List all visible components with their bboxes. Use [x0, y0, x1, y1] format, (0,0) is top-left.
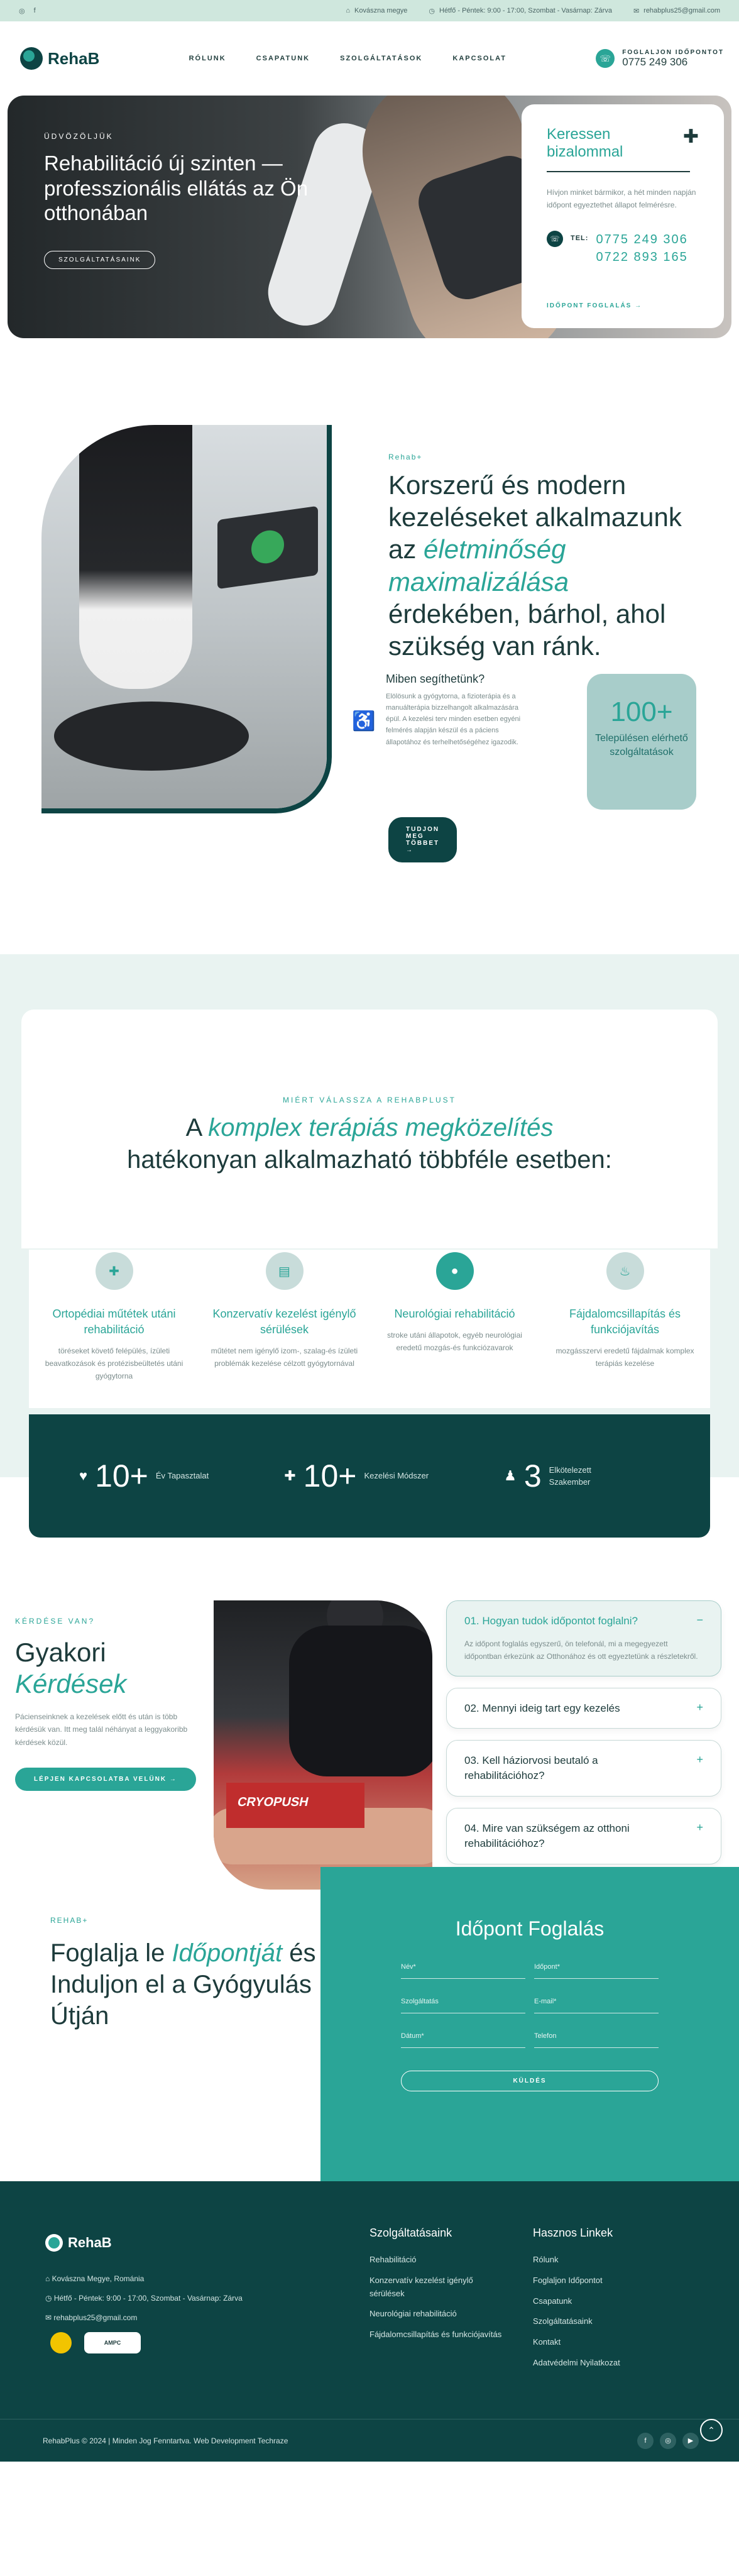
booking-title-em: Időpontját — [172, 1939, 283, 1967]
plus-icon: + — [696, 1820, 703, 1834]
faq-title — [15, 1637, 204, 1700]
card-text: Hívjon minket bármikor, a hét minden napján időpont egyeztethet állapot felmérésre. — [547, 188, 696, 210]
about-title-em: életminőség maximalizálása — [388, 534, 569, 597]
faq-text: Pácienseinknek a kezelések előtt és után is több kérdésük van. Itt meg talál néhányat a leggyakoribb kérdések közül. — [15, 1712, 188, 1747]
phone-icon: ☏ — [547, 231, 563, 247]
faq-question: 01. Hogyan tudok időpontot foglalni? — [464, 1615, 638, 1627]
location-icon: ⌂ — [45, 2274, 50, 2283]
footer-link[interactable]: Konzervatív kezelést igénylő sérülések — [370, 2275, 473, 2298]
doctor-icon: ♟ — [504, 1468, 517, 1483]
person-icon: ● — [436, 1252, 474, 1290]
nav-item-about[interactable]: RÓLUNK — [189, 55, 226, 62]
phone-field[interactable]: Telefon — [534, 2032, 659, 2048]
footer — [0, 2181, 739, 2462]
balance-board-image — [54, 702, 249, 771]
about-title — [388, 469, 696, 662]
feature-item — [370, 1252, 540, 1383]
minus-icon: − — [696, 1614, 703, 1626]
cta-phone[interactable]: 0775 249 306 — [622, 55, 688, 68]
feature-text: töréseket követő felépülés, ízületi beavatkozások és protézisbeültetés utáni gyógytorna — [45, 1346, 183, 1380]
footer-link[interactable]: Rehabilitáció — [370, 2255, 417, 2264]
footer-logo-text: RehaB — [68, 2235, 112, 2250]
send-button[interactable]: KÜLDÉS — [401, 2071, 659, 2091]
footer-services — [370, 2226, 508, 2349]
social-links — [637, 2433, 699, 2449]
phone-1[interactable]: 0775 249 306 — [596, 232, 688, 246]
contact-card — [522, 104, 724, 328]
topbar-location: Kovászna megye — [354, 7, 408, 14]
booking-form — [401, 1963, 659, 2048]
counter-label: Elkötelezett Szakember — [549, 1465, 591, 1487]
about-kicker: Rehab+ — [388, 453, 423, 461]
card-title: Keressen bizalommal — [547, 126, 690, 172]
faq-title-em: Kérdések — [15, 1669, 127, 1699]
counter-label: Év Tapasztalat — [155, 1471, 209, 1481]
booking-kicker: REHAB+ — [50, 1916, 89, 1925]
clock-icon: ◷ — [429, 7, 435, 15]
footer-link[interactable]: Fájdalomcsillapítás és funkciójavítás — [370, 2330, 502, 2340]
why-title — [0, 1112, 739, 1176]
faq-question: 02. Mennyi ideig tart egy kezelés — [464, 1702, 620, 1714]
footer-location — [45, 2269, 243, 2289]
footer-links-title: Hasznos Linkek — [533, 2226, 613, 2239]
logo[interactable] — [20, 47, 99, 70]
screen-image — [217, 506, 318, 589]
faq-question: 04. Mire van szükségem az otthoni rehabilitációhoz? — [464, 1822, 630, 1849]
feature-item — [29, 1252, 199, 1383]
contact-us-label: LÉPJEN KAPCSOLATBA VELÜNK — [34, 1775, 167, 1783]
clock-icon: ◷ — [45, 2294, 52, 2303]
feature-title: Konzervatív kezelést igénylő sérülések — [212, 1307, 356, 1336]
footer-useful-links — [533, 2226, 671, 2377]
footer-email[interactable] — [45, 2308, 243, 2328]
hero-eyebrow: ÜDVÖZÖLJÜK — [44, 132, 114, 141]
footer-link[interactable]: Rólunk — [533, 2255, 559, 2264]
learn-more-label: TUDJON MEG TÖBBET — [406, 826, 440, 847]
footer-link[interactable]: Csapatunk — [533, 2296, 572, 2306]
contact-us-button[interactable]: LÉPJEN KAPCSOLATBA VELÜNK → — [15, 1768, 196, 1791]
faq-item[interactable] — [446, 1688, 721, 1729]
why-title-2: hatékonyan alkalmazható többféle esetben: — [127, 1146, 612, 1174]
counter-number: 3 — [523, 1458, 542, 1494]
about-title-2: érdekében, bárhol, ahol szükség van ránk. — [388, 598, 666, 661]
scroll-top-icon[interactable]: ⌃ — [700, 2419, 723, 2441]
feature-list — [29, 1250, 710, 1408]
service-field[interactable]: Szolgáltatás — [401, 1998, 525, 2013]
phone-2[interactable]: 0722 893 165 — [596, 250, 688, 264]
mail-icon: ✉ — [45, 2313, 52, 2323]
faq-question: 03. Kell háziorvosi beutaló a rehabilitációhoz? — [464, 1754, 598, 1782]
facebook-icon[interactable]: f — [33, 7, 36, 14]
help-text: Elölösunk a gyógytorna, a fizioterápia és a manuálterápia bizzelhangolt alkalmazására épül. A kezelési terv minden esetben egyéni felmérés alapján készül és a páciens állapotához és terhelhetőségéhez igazodik. — [386, 693, 521, 746]
hero-title: Rehabilitáció új szinten — professzionális ellátás az Ön otthonában — [44, 151, 309, 225]
instagram-icon[interactable]: ◎ — [660, 2433, 676, 2449]
feature-text: műtétet nem igénylő izom-, szalag-és ízületi problémák kezelése célzott gyógytornával — [211, 1346, 358, 1368]
date-field[interactable]: Dátum* — [401, 2032, 525, 2048]
booking-section — [0, 1867, 739, 2181]
copyright: RehabPlus © 2024 | Minden Jog Fenntartva. Web Development Techraze — [43, 2436, 288, 2445]
feature-title: Neurológiai rehabilitáció — [394, 1307, 515, 1320]
logo-mark-icon — [45, 2234, 63, 2252]
spa-icon: ♨ — [606, 1252, 644, 1290]
help-title: Miben segíthetünk? — [386, 673, 485, 685]
topbar-hours: Hétfő - Péntek: 9:00 - 17:00, Szombat - Vasárnap: Zárva — [439, 7, 612, 14]
about-title-1: Korszerű és modern kezeléseket alkalmazunk az — [388, 470, 682, 564]
counter-number: 10+ — [95, 1458, 148, 1494]
footer-bottom — [0, 2419, 739, 2462]
cryopush-band-image: CRYOPUSH — [226, 1783, 364, 1828]
footer-link[interactable]: Foglaljon Időpontot — [533, 2275, 603, 2285]
faq-title-1: Gyakori — [15, 1638, 106, 1667]
email-field[interactable]: E-mail* — [534, 1998, 659, 2013]
faq-section — [0, 1477, 739, 1867]
nav-item-contact[interactable]: KAPCSOLAT — [452, 55, 507, 62]
services-button[interactable]: SZOLGÁLTATÁSAINK — [44, 251, 155, 269]
stat-number: 100+ — [610, 696, 673, 727]
stat-label: Településen elérhető szolgáltatások — [595, 733, 688, 757]
leg-image — [79, 425, 192, 689]
why-title-em: komplex terápiás megközelítés — [208, 1114, 554, 1142]
faq-item[interactable] — [446, 1600, 721, 1676]
feature-text: mozgásszervi eredetű fájdalmak komplex terápiás kezelése — [556, 1346, 694, 1368]
booking-link[interactable] — [547, 302, 703, 309]
faq-photo — [214, 1600, 432, 1890]
therapist-image — [289, 1626, 432, 1776]
coat-of-arms-icon — [50, 2332, 72, 2353]
booking-title-1: Foglalja le — [50, 1939, 172, 1967]
faq-item[interactable] — [446, 1808, 721, 1864]
why-kicker: MIÉRT VÁLASSZA A REHABPLUST — [283, 1096, 456, 1104]
booking-link-label: IDŐPONT FOGLALÁS — [547, 302, 632, 309]
feature-item — [540, 1252, 710, 1383]
footer-link[interactable]: Adatvédelmi Nyilatkozat — [533, 2357, 620, 2367]
footer-link[interactable]: Neurológiai rehabilitáció — [370, 2309, 457, 2319]
footer-services-title: Szolgáltatásaink — [370, 2226, 452, 2239]
nav-item-services[interactable]: SZOLGÁLTATÁSOK — [340, 55, 423, 62]
faq-answer: Az időpont foglalás egyszerű, ön telefonál, mi a megegyezett időpontban érkezünk az Otthonához és ott egyeztetünk a részletekről. — [464, 1639, 698, 1661]
phone-icon: ☏ — [596, 49, 615, 68]
faq-kicker: KÉRDÉSE VAN? — [15, 1617, 96, 1626]
footer-link[interactable]: Kontakt — [533, 2337, 561, 2347]
about-section — [0, 338, 739, 954]
why-section — [0, 954, 739, 1494]
counter-label: Kezelési Módszer — [364, 1471, 429, 1481]
logo-mark-icon — [20, 47, 43, 70]
footer-hours — [45, 2289, 243, 2308]
feature-item — [199, 1252, 370, 1383]
nav-item-team[interactable]: CSAPATUNK — [256, 55, 310, 62]
plus-icon: + — [696, 1753, 703, 1766]
heart-icon: ♥ — [79, 1468, 88, 1483]
clipboard-icon: ▤ — [266, 1252, 304, 1290]
main-nav — [189, 55, 506, 62]
why-title-1: A — [185, 1114, 209, 1142]
header — [0, 21, 739, 96]
feature-title: Fájdalomcsillapítás és funkciójavítás — [569, 1307, 681, 1336]
medical-icon: ✚ — [284, 1468, 296, 1483]
topbar-email[interactable]: rehabplus25@gmail.com — [643, 7, 720, 14]
learn-more-button[interactable]: TUDJON MEG TÖBBET → — [388, 817, 457, 862]
counter-number: 10+ — [303, 1458, 357, 1494]
hero — [8, 96, 731, 338]
feature-title: Ortopédiai műtétek utáni rehabilitáció — [52, 1307, 176, 1336]
plus-icon: ✚ — [682, 126, 699, 147]
booking-title-2: és Induljon el a Gyógyulás Útján — [50, 1939, 316, 2030]
partner-badges — [50, 2332, 141, 2353]
cta-label: FOGLALJON IDŐPONTOT — [622, 48, 724, 56]
form-title: Időpont Foglalás — [455, 1917, 605, 1940]
therapist-icon: ♿ — [352, 711, 376, 732]
plus-icon: + — [696, 1700, 703, 1714]
footer-email-text: rehabplus25@gmail.com — [53, 2313, 138, 2323]
facebook-icon[interactable]: f — [637, 2433, 654, 2449]
ampc-badge: AMPC — [84, 2332, 141, 2353]
topbar — [0, 0, 739, 21]
mail-icon: ✉ — [633, 7, 640, 15]
stat-card — [587, 674, 696, 810]
youtube-icon[interactable]: ▶ — [682, 2433, 699, 2449]
arrow-right-icon: → — [635, 302, 643, 309]
booking-form-panel — [320, 1867, 739, 2181]
instagram-icon[interactable]: ◎ — [19, 7, 25, 15]
name-field[interactable]: Név* — [401, 1963, 525, 1979]
feature-text: stroke utáni állapotok, egyéb neurológiai eredetű mozgás-és funkciózavarok — [387, 1331, 522, 1352]
location-icon: ⌂ — [346, 7, 350, 14]
about-image — [41, 425, 332, 813]
footer-link[interactable]: Szolgáltatásaink — [533, 2316, 593, 2326]
header-call-cta[interactable] — [596, 49, 724, 69]
faq-item[interactable] — [446, 1740, 721, 1797]
footer-logo[interactable] — [45, 2234, 112, 2252]
footer-location-text: Kovászna Megye, Románia — [52, 2274, 145, 2283]
tel-label: TEL: — [571, 234, 589, 242]
faq-accordion — [446, 1600, 721, 1876]
footer-hours-text: Hétfő - Péntek: 9:00 - 17:00, Szombat - Vasárnap: Zárva — [53, 2294, 243, 2303]
booking-title — [50, 1937, 320, 2032]
bandage-icon: ✚ — [96, 1252, 133, 1290]
logo-text: RehaB — [48, 48, 100, 68]
help-block — [352, 673, 524, 748]
time-field[interactable]: Időpont* — [534, 1963, 659, 1979]
